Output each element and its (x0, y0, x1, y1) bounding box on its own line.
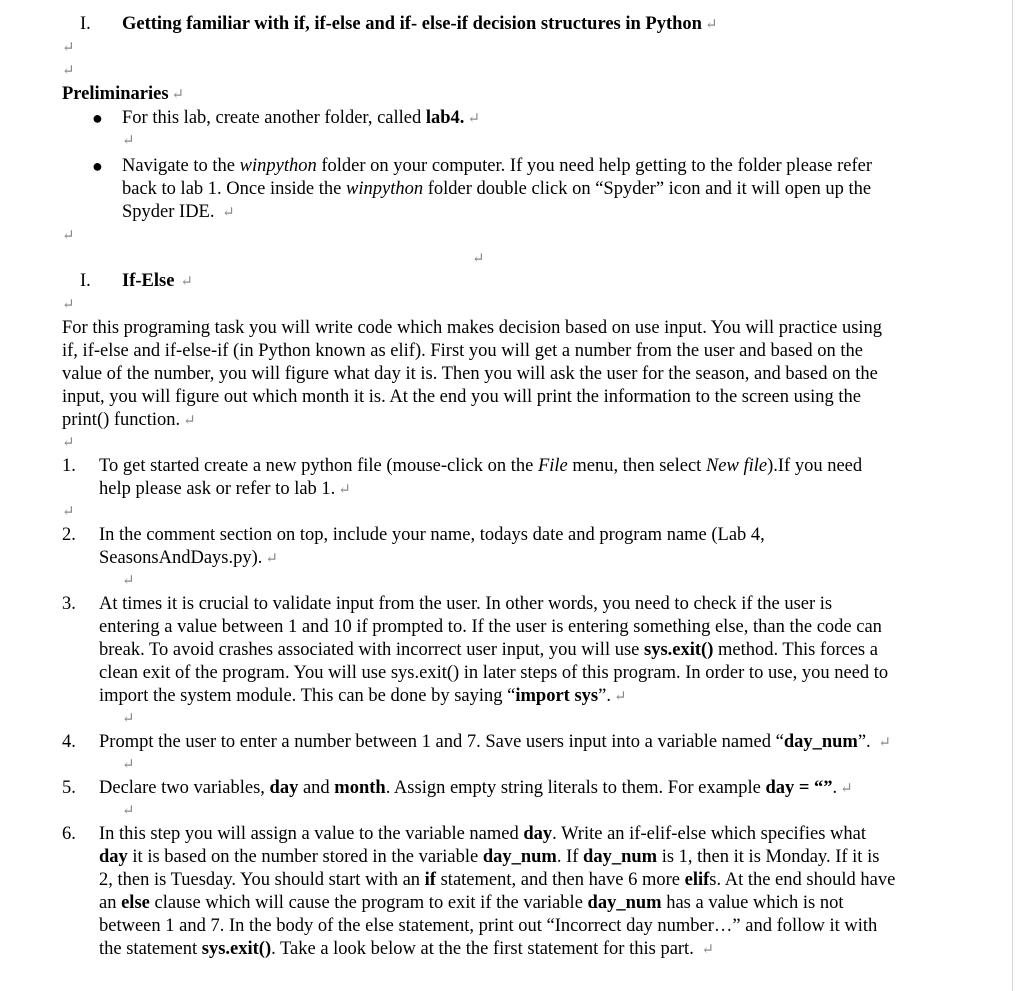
step-6-line6: the statement sys.exit(). Take a look below at the the first statement for this part. ↵ (99, 939, 715, 959)
step-6-line5: between 1 and 7. In the body of the else statement, print out “Incorrect day number…” and follow it with (99, 916, 878, 936)
step-3-line2: entering a value between 1 and 10 if prompted to. If the user is entering something else, than the code can (99, 617, 882, 637)
paragraph-mark: ↵ (122, 133, 135, 149)
paragraph-mark: ↵ (171, 87, 185, 103)
paragraph-mark: ↵ (62, 63, 75, 79)
paragraph-mark: ↵ (704, 17, 718, 33)
paragraph-mark: ↵ (62, 435, 75, 451)
bullet-item-winpython-line3: Spyder IDE. ↵ (122, 202, 235, 222)
bullet-item-winpython-line2: back to lab 1. Once inside the winpython folder double click on “Spyder” icon and it will open up the (122, 179, 872, 199)
paragraph-mark: ↵ (265, 551, 278, 567)
paragraph-mark: ↵ (467, 111, 481, 127)
paragraph-mark: ↵ (840, 781, 853, 797)
step-6-line2: day it is based on the number stored in the variable day_num. If day_num is 1, then it is Monday. If it is (99, 847, 880, 867)
paragraph-mark: ↵ (613, 689, 627, 705)
step-number: 4. (62, 732, 76, 752)
paragraph-mark: ↵ (222, 205, 235, 221)
step-3-line1: At times it is crucial to validate input from the user. In other words, you need to check if the user is (99, 594, 833, 614)
step-number: 5. (62, 778, 76, 798)
section-numeral: I. (80, 14, 91, 34)
bullet-marker: ● (92, 156, 103, 176)
intro-line: print() function. ↵ (62, 410, 196, 430)
paragraph-mark: ↵ (62, 504, 75, 520)
paragraph-mark: ↵ (180, 274, 193, 290)
paragraph-mark: ↵ (338, 482, 351, 498)
step-3-line4: clean exit of the program. You will use sys.exit() in later steps of this program. In order to use, you need to (99, 663, 889, 683)
step-4-line1: Prompt the user to enter a number between 1 and 7. Save users input into a variable named “day_num”. ↵ (99, 732, 891, 752)
step-3-line3: break. To avoid crashes associated with incorrect user input, you will use sys.exit() method. This forces a (99, 640, 878, 660)
intro-line: input, you will figure out which month it is. At the end you will print the information to the screen using the (62, 387, 861, 407)
preliminaries-heading: Preliminaries ↵ (62, 84, 185, 104)
paragraph-mark: ↵ (878, 735, 891, 751)
section-title-if-else: If-Else ↵ (122, 271, 193, 291)
paragraph-mark: ↵ (62, 228, 75, 244)
page-edge (1012, 0, 1013, 991)
intro-line: value of the number, you will figure what day it is. Then you will ask the user for the season, and based on the (62, 364, 878, 384)
step-2-line1: In the comment section on top, include your name, todays date and program name (Lab 4, (99, 525, 765, 545)
bullet-marker: ● (92, 108, 103, 128)
paragraph-mark: ↵ (62, 40, 75, 56)
paragraph-mark: ↵ (62, 297, 75, 313)
paragraph-mark: ↵ (122, 803, 135, 819)
step-number: 3. (62, 594, 76, 614)
step-3-line5: import the system module. This can be done by saying “import sys”. ↵ (99, 686, 627, 706)
step-5-line1: Declare two variables, day and month. Assign empty string literals to them. For example day = “”. ↵ (99, 778, 853, 798)
paragraph-mark: ↵ (122, 573, 135, 589)
bullet-item-folder: For this lab, create another folder, called lab4. ↵ (122, 108, 481, 128)
bullet-item-winpython-line1: Navigate to the winpython folder on your computer. If you need help getting to the folder please refer (122, 156, 873, 176)
paragraph-mark: ↵ (122, 711, 135, 727)
step-6-line3: 2, then is Tuesday. You should start with an if statement, and then have 6 more elifs. At the end should have (99, 870, 896, 890)
step-2-line2: SeasonsAndDays.py). ↵ (99, 548, 278, 568)
step-6-line4: an else clause which will cause the program to exit if the variable day_num has a value which is not (99, 893, 844, 913)
section-title: Getting familiar with if, if-else and if- else-if decision structures in Python ↵ (122, 14, 718, 34)
paragraph-mark: ↵ (472, 251, 485, 267)
step-1-line1: To get started create a new python file (mouse-click on the File menu, then select New file).If you need (99, 456, 863, 476)
paragraph-mark: ↵ (122, 757, 135, 773)
intro-line: For this programing task you will write code which makes decision based on use input. You will practice using (62, 318, 883, 338)
step-number: 2. (62, 525, 76, 545)
intro-line: if, if-else and if-else-if (in Python known as elif). First you will get a number from the user and based on the (62, 341, 863, 361)
step-6-line1: In this step you will assign a value to the variable named day. Write an if-elif-else which specifies what (99, 824, 866, 844)
step-1-line2: help please ask or refer to lab 1. ↵ (99, 479, 351, 499)
step-number: 6. (62, 824, 76, 844)
step-number: 1. (62, 456, 76, 476)
paragraph-mark: ↵ (183, 413, 196, 429)
paragraph-mark: ↵ (701, 942, 715, 958)
section-numeral: I. (80, 271, 91, 291)
